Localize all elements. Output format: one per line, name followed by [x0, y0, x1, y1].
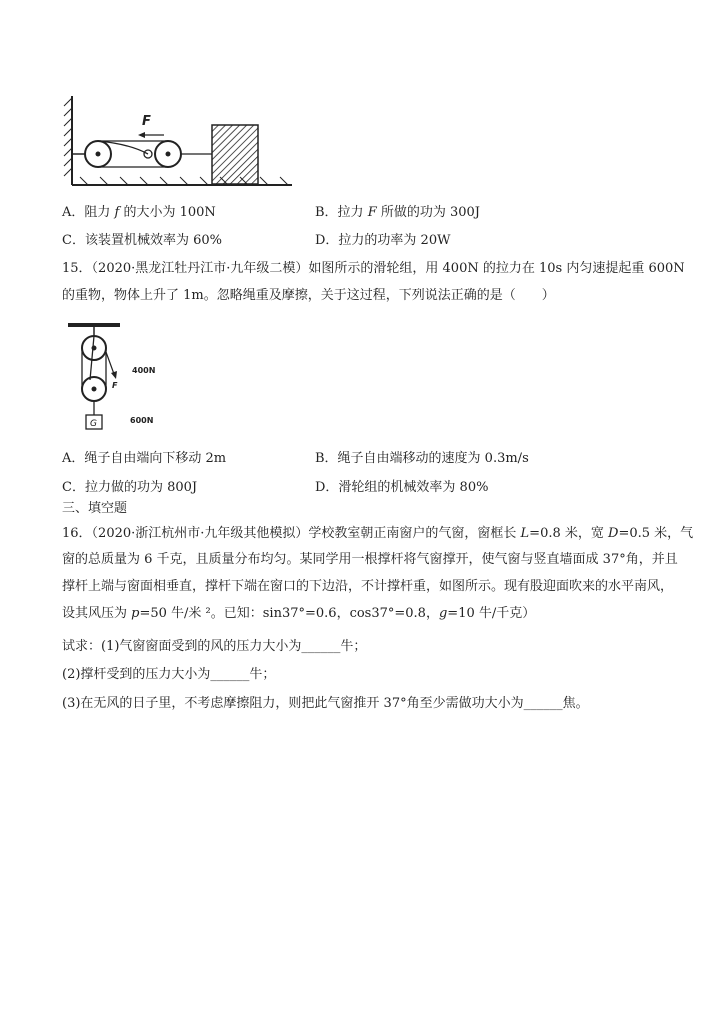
weight-g-label: G — [90, 419, 97, 429]
q16-stem-line3: 撑杆上端与窗面相垂直，撑杆下端在窗口的下边沿，不计撑杆重，如图所示。现有股迎面吹来的水平南风， — [62, 579, 674, 594]
force-value-label: 400N — [132, 366, 156, 375]
q15-stem-line2: 的重物，物体上升了 1m。忽略绳重及摩擦，关于这过程，下列说法正确的是（ ） — [62, 288, 555, 303]
q15-option-a: A．绳子自由端向下移动 2m — [62, 451, 227, 466]
q15-option-d: D．滑轮组的机械效率为 80% — [315, 480, 489, 495]
q15-option-c: C．拉力做的功为 800J — [62, 480, 198, 495]
pulley-system-figure — [60, 320, 170, 435]
force-f-label: F — [142, 114, 151, 129]
q16-subquestion-1: 试求：(1)气窗窗面受到的风的压力大小为______牛； — [62, 639, 367, 654]
q14-option-d: D．拉力的功率为 20W — [315, 233, 451, 248]
pulley-force-label: F — [112, 381, 118, 390]
q16-stem-line1: 16．（2020·浙江杭州市·九年级其他模拟）学校教室朝正南窗户的气窗，窗框长 L=0.8 米，宽 D=0.5 米，气 — [62, 526, 694, 541]
q16-subquestion-2: (2)撑杆受到的压力大小为______牛； — [62, 667, 276, 682]
weight-value-label: 600N — [130, 416, 154, 425]
pulley-block-figure — [60, 92, 300, 192]
q14-option-c: C．该装置机械效率为 60% — [62, 233, 222, 248]
q14-option-b: B．拉力 F 所做的功为 300J — [315, 205, 481, 220]
section-title: 三、填空题 — [62, 501, 128, 516]
q15-stem-line1: 15．（2020·黑龙江牡丹江市·九年级二模）如图所示的滑轮组，用 400N 的拉力在 10s 内匀速提起重 600N — [62, 261, 685, 276]
q16-subquestion-3: (3)在无风的日子里，不考虑摩擦阻力，则把此气窗推开 37°角至少需做功大小为______焦。 — [62, 696, 589, 711]
q14-option-a: A．阻力 f 的大小为 100N — [62, 205, 216, 220]
q16-stem-line4: 设其风压为 p=50 牛/米 ²。已知：sin37°=0.6，cos37°=0.8，g=10 牛/千克） — [62, 606, 536, 621]
q15-option-b: B．绳子自由端移动的速度为 0.3m/s — [315, 451, 529, 466]
q16-stem-line2: 窗的总质量为 6 千克，且质量分布均匀。某同学用一根撑杆将气窗撑开，使气窗与竖直墙面成 37°角，并且 — [62, 552, 678, 567]
